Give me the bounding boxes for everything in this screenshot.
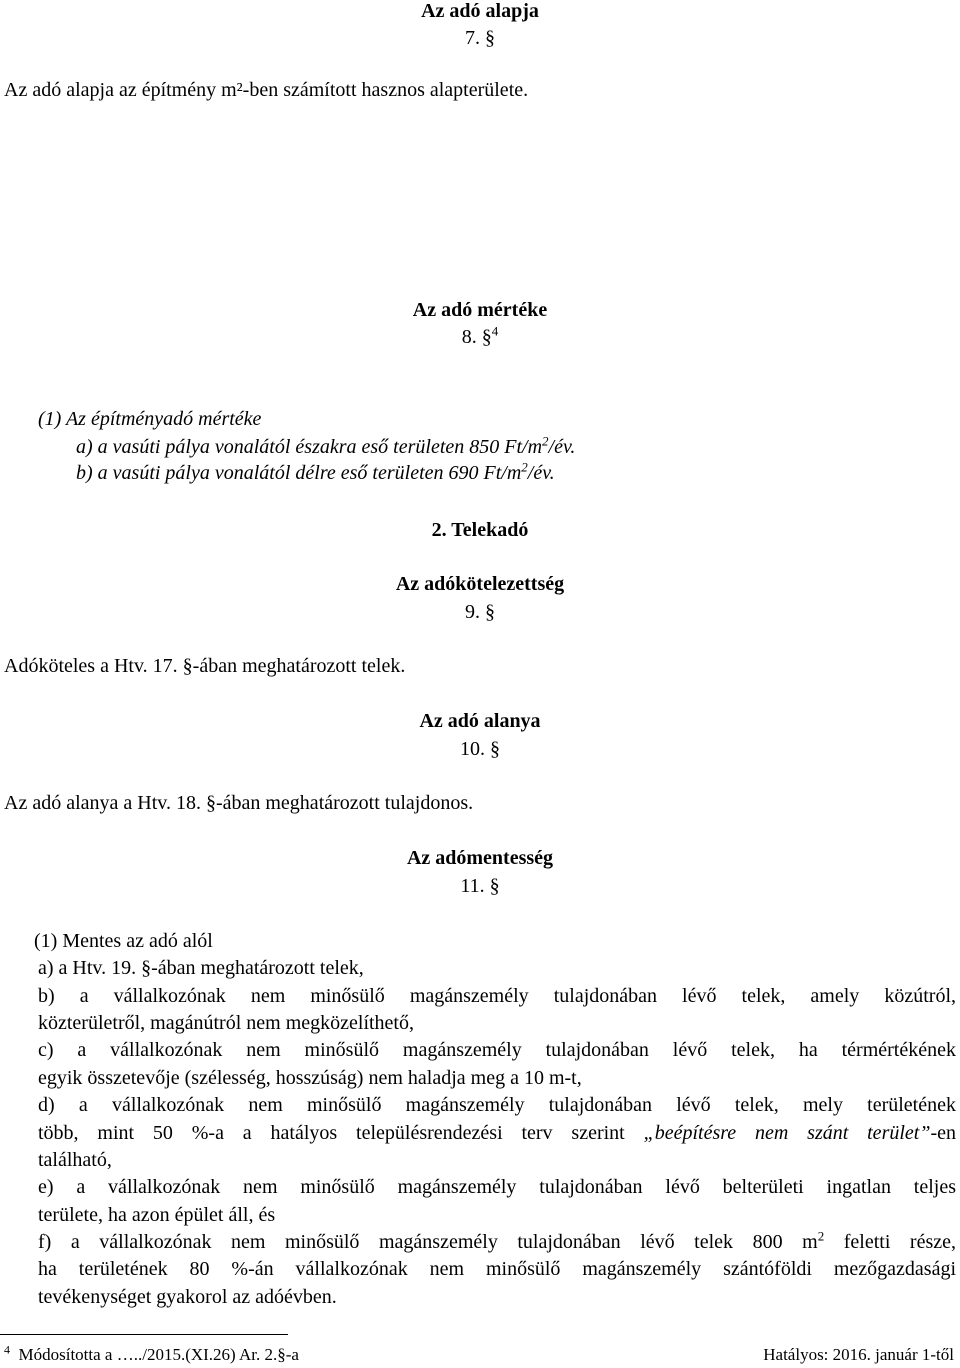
footnote-text: $^4$ Módosította a …../2015.(XI.26) Ar. 2.§-a <box>4 1342 299 1364</box>
section-11-item-e-line1: e) a vállalkozónak nem minősülő magánszemély tulajdonában lévő belterületi ingatlan teljes <box>38 1176 956 1198</box>
section-7-title: Az adó alapja <box>421 0 539 22</box>
section-8-number: 8. §$^4$ <box>461 323 499 348</box>
section-11-title: Az adómentesség <box>406 847 554 869</box>
section-9-text: Adóköteles a Htv. 17. §-ában meghatározott telek. <box>4 655 406 677</box>
section-11-number: 11. § <box>460 875 500 897</box>
chapter-2-title: 2. Telekadó <box>431 519 529 541</box>
section-11-item-d-line2: több, mint 50 %-a a hatályos településrendezési terv szerint „beépítésre nem szánt terület”-en <box>38 1122 957 1144</box>
footnote-reference[interactable]: 4 <box>491 323 499 339</box>
section-11-item-a: a) a Htv. 19. §-ában meghatározott telek, <box>38 957 364 979</box>
section-11-item-f-line1: f) a vállalkozónak nem minősülő magánszemély tulajdonában lévő telek 800 $m^2$ feletti része, <box>38 1228 956 1253</box>
section-10-text: Az adó alanya a Htv. 18. §-ában meghatározott tulajdonos. <box>4 792 474 814</box>
section-11-item-f-line2: ha területének 80 %-án vállalkozónak nem minősülő magánszemély szántóföldi mezőgazdasági <box>38 1258 956 1280</box>
section-11-item-d-line1: d) a vállalkozónak nem minősülő magánszemély tulajdonában lévő telek, mely területének <box>38 1094 956 1116</box>
section-8-title: Az adó mértéke <box>412 299 548 321</box>
section-7-text: Az adó alapja az építmény m²-ben számított hasznos alapterülete. <box>4 79 529 101</box>
section-11-item-f-line3: tevékenységet gyakorol az adóévben. <box>38 1286 337 1308</box>
section-8-intro: (1) Az építményadó mértéke <box>38 408 262 430</box>
section-7-number: 7. § <box>465 27 495 49</box>
section-11-item-d-line3: található, <box>38 1149 112 1171</box>
section-8-item-b: b) a vasúti pálya vonalától délre eső területen 690 $Ft/m^2/év$. <box>76 459 555 484</box>
footnote-separator <box>0 1334 288 1335</box>
section-9-title: Az adókötelezettség <box>395 573 565 595</box>
section-11-item-e-line2: területe, ha azon épület áll, és <box>38 1204 276 1226</box>
section-11-item-c-line1: c) a vállalkozónak nem minősülő magánszemély tulajdonában lévő telek, ha térmértékének <box>38 1039 956 1061</box>
section-9-number: 9. § <box>465 601 495 623</box>
section-10-number: 10. § <box>460 738 500 760</box>
section-11-item-b-line1: b) a vállalkozónak nem minősülő magánszemély tulajdonában lévő telek, amely közútról, <box>38 985 956 1007</box>
section-11-item-c-line2: egyik összetevője (szélesség, hosszúság) nem haladja meg a 10 m-t, <box>38 1067 582 1089</box>
section-11-item-b-line2: közterületről, magánútról nem megközelíthető, <box>38 1012 414 1034</box>
section-8-item-a: a) a vasúti pálya vonalától északra eső területen 850 $Ft/m^2/év$. <box>76 433 576 458</box>
section-11-intro: (1) Mentes az adó alól <box>34 930 213 952</box>
section-10-title: Az adó alanya <box>419 710 541 732</box>
footnote-effective-date: Hatályos: 2016. január 1-től <box>763 1345 954 1364</box>
